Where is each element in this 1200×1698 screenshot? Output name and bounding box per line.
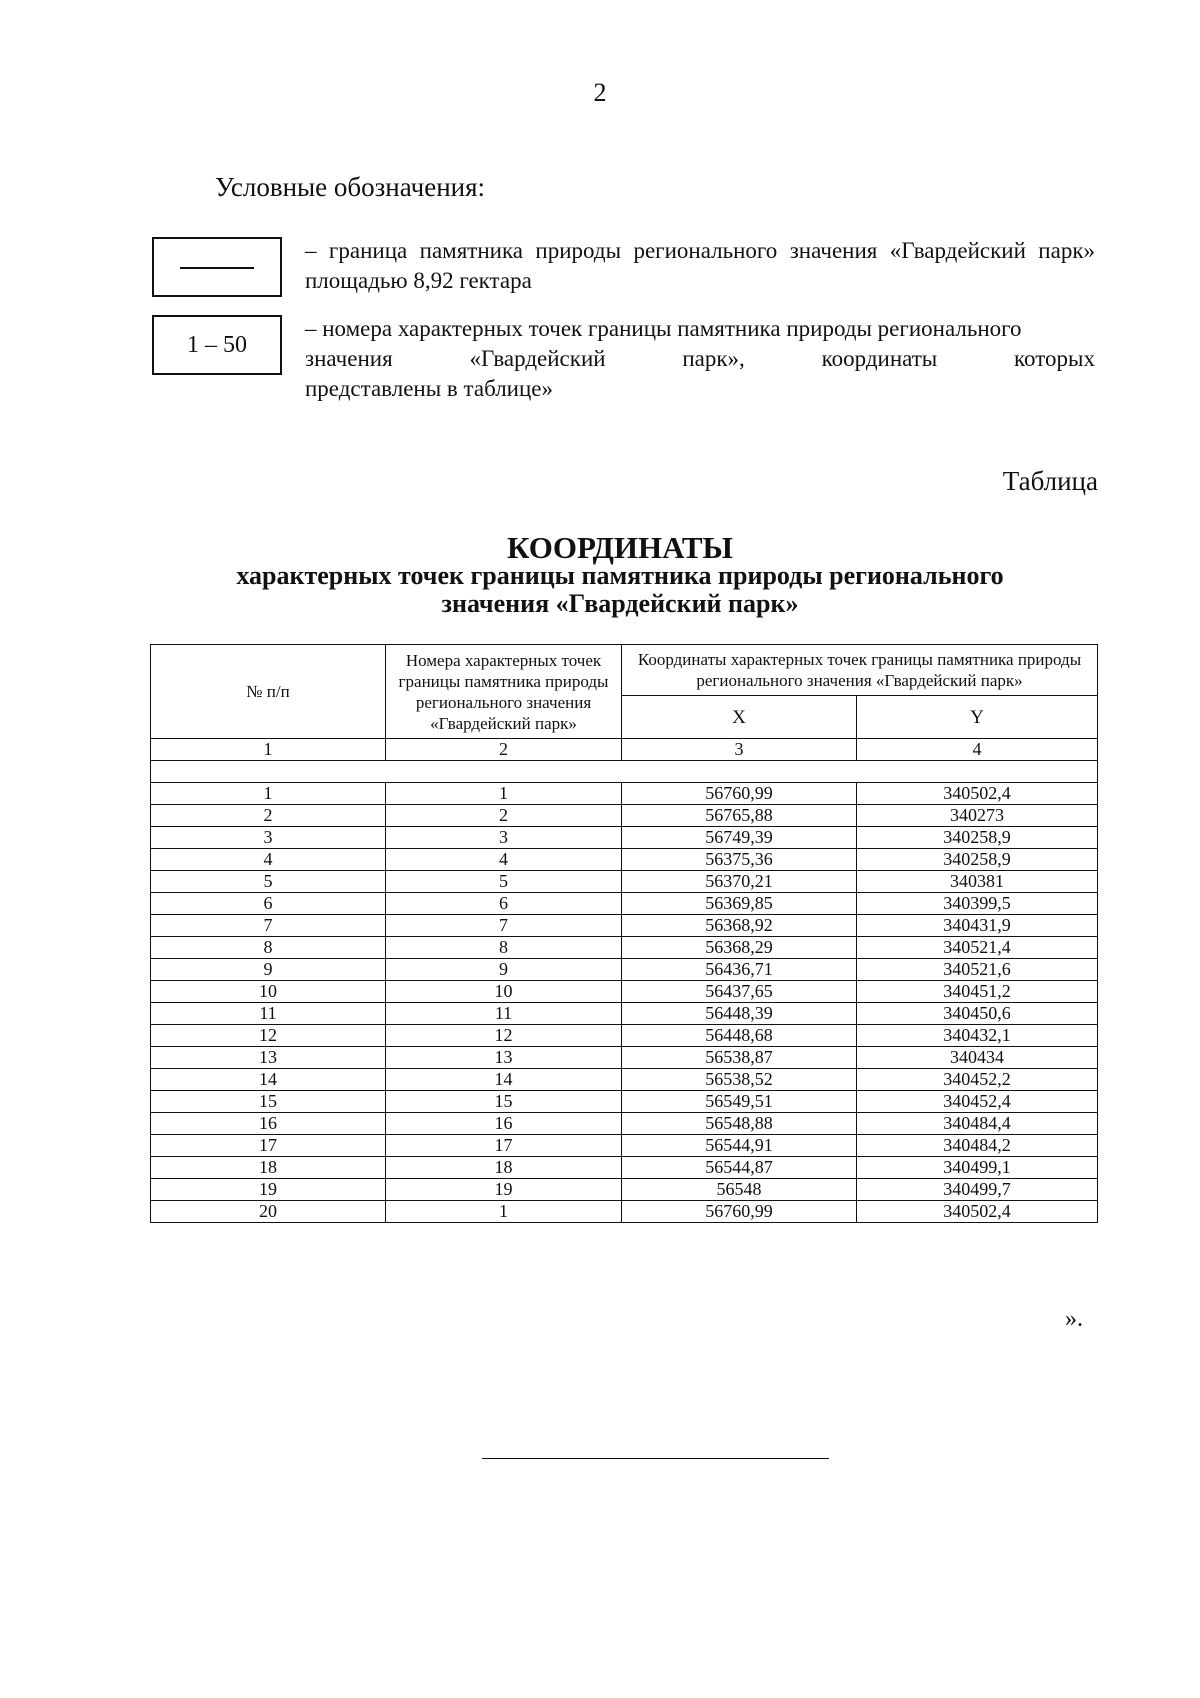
point-number-cell: 5 (386, 871, 622, 893)
row-number-cell: 17 (151, 1135, 386, 1157)
x-coordinate-cell: 56368,29 (622, 937, 857, 959)
y-coordinate-cell: 340521,4 (857, 937, 1098, 959)
y-coordinate-cell: 340499,7 (857, 1179, 1098, 1201)
point-number-cell: 14 (386, 1069, 622, 1091)
table-row (151, 1135, 1098, 1157)
y-coordinate-cell: 340499,1 (857, 1157, 1098, 1179)
column-number: 1 (151, 739, 386, 761)
row-number-cell: 14 (151, 1069, 386, 1091)
y-coordinate-cell: 340432,1 (857, 1025, 1098, 1047)
coordinates-table (150, 644, 1098, 1223)
row-number-cell: 13 (151, 1047, 386, 1069)
y-coordinate-cell: 340452,4 (857, 1091, 1098, 1113)
point-number-cell: 8 (386, 937, 622, 959)
legend-points-symbol: 1 – 50 (152, 315, 282, 375)
point-number-cell: 9 (386, 959, 622, 981)
page-number: 2 (593, 78, 607, 107)
y-header: Y (857, 696, 1098, 739)
y-coordinate-cell: 340273 (857, 805, 1098, 827)
y-coordinate-cell: 340399,5 (857, 893, 1098, 915)
legend-word: значения (305, 346, 393, 371)
document-subtitle (0, 562, 1200, 618)
x-coordinate-cell: 56544,91 (622, 1135, 857, 1157)
x-coordinate-cell: 56548,88 (622, 1113, 857, 1135)
x-coordinate-cell: 56369,85 (622, 893, 857, 915)
x-coordinate-cell: 56375,36 (622, 849, 857, 871)
x-coordinate-cell: 56760,99 (622, 783, 857, 805)
y-coordinate-cell: 340502,4 (857, 1201, 1098, 1223)
legend-word: «Гвардейский (469, 346, 606, 371)
row-number-cell: 2 (151, 805, 386, 827)
row-number-cell: 15 (151, 1091, 386, 1113)
table-row (151, 1113, 1098, 1135)
point-number-cell: 2 (386, 805, 622, 827)
y-coordinate-cell: 340258,9 (857, 849, 1098, 871)
point-number-cell: 18 (386, 1157, 622, 1179)
table-row (151, 915, 1098, 937)
table-row (151, 937, 1098, 959)
column-number: 2 (386, 739, 622, 761)
coordinates-table-body (151, 645, 1098, 1223)
col-point-header: Номера характерных точек границы памятника природы регионального значения «Гвардейский парк» (386, 645, 622, 739)
table-row (151, 1201, 1098, 1223)
table-header-row (151, 645, 1098, 696)
y-coordinate-cell: 340521,6 (857, 959, 1098, 981)
x-coordinate-cell: 56760,99 (622, 1201, 857, 1223)
row-number-cell: 9 (151, 959, 386, 981)
row-number-cell: 16 (151, 1113, 386, 1135)
y-coordinate-cell: 340484,2 (857, 1135, 1098, 1157)
point-number-cell: 16 (386, 1113, 622, 1135)
point-number-cell: 6 (386, 893, 622, 915)
coordinates-group-header: Координаты характерных точек границы памятника природы регионального значения «Гвардейский парк» (622, 645, 1098, 696)
y-coordinate-cell: 340452,2 (857, 1069, 1098, 1091)
column-number: 4 (857, 739, 1098, 761)
table-row (151, 1025, 1098, 1047)
col-number-header: № п/п (151, 645, 386, 739)
x-coordinate-cell: 56448,39 (622, 1003, 857, 1025)
y-coordinate-cell: 340502,4 (857, 783, 1098, 805)
table-row (151, 959, 1098, 981)
table-row (151, 893, 1098, 915)
row-number-cell: 11 (151, 1003, 386, 1025)
x-coordinate-cell: 56437,65 (622, 981, 857, 1003)
y-coordinate-cell: 340450,6 (857, 1003, 1098, 1025)
legend-word: парк», (682, 346, 745, 371)
x-coordinate-cell: 56538,87 (622, 1047, 857, 1069)
table-row (151, 805, 1098, 827)
y-coordinate-cell: 340431,9 (857, 915, 1098, 937)
row-number-cell: 20 (151, 1201, 386, 1223)
y-coordinate-cell: 340381 (857, 871, 1098, 893)
table-row (151, 981, 1098, 1003)
column-number: 3 (622, 739, 857, 761)
x-coordinate-cell: 56370,21 (622, 871, 857, 893)
closing-quote: ». (1065, 1306, 1083, 1332)
point-number-cell: 3 (386, 827, 622, 849)
table-row (151, 1157, 1098, 1179)
legend-word: координаты (821, 346, 938, 371)
y-coordinate-cell: 340434 (857, 1047, 1098, 1069)
row-number-cell: 10 (151, 981, 386, 1003)
row-number-cell: 3 (151, 827, 386, 849)
x-coordinate-cell: 56538,52 (622, 1069, 857, 1091)
row-number-cell: 7 (151, 915, 386, 937)
point-number-cell: 11 (386, 1003, 622, 1025)
legend-points-line1: – номера характерных точек границы памятника природы регионального (305, 316, 1022, 341)
document-title: КООРДИНАТЫ (507, 530, 733, 565)
legend-title: Условные обозначения: (215, 172, 486, 202)
x-coordinate-cell: 56368,92 (622, 915, 857, 937)
boundary-line-icon (180, 267, 254, 269)
table-row (151, 1091, 1098, 1113)
legend-word: которых (1014, 346, 1095, 371)
subtitle-line2: значения «Гвардейский парк» (441, 589, 799, 618)
point-number-cell: 1 (386, 1201, 622, 1223)
point-number-cell: 17 (386, 1135, 622, 1157)
y-coordinate-cell: 340258,9 (857, 827, 1098, 849)
x-coordinate-cell: 56549,51 (622, 1091, 857, 1113)
row-number-cell: 5 (151, 871, 386, 893)
row-number-cell: 1 (151, 783, 386, 805)
footer-divider (482, 1458, 829, 1459)
point-number-cell: 12 (386, 1025, 622, 1047)
table-spacer-row (151, 761, 1098, 783)
row-number-cell: 6 (151, 893, 386, 915)
row-number-cell: 8 (151, 937, 386, 959)
x-coordinate-cell: 56765,88 (622, 805, 857, 827)
x-coordinate-cell: 56548 (622, 1179, 857, 1201)
table-row (151, 849, 1098, 871)
column-number-row (151, 739, 1098, 761)
row-number-cell: 19 (151, 1179, 386, 1201)
table-row (151, 1069, 1098, 1091)
spacer-cell (151, 761, 1098, 783)
legend-boundary-symbol (152, 237, 282, 297)
x-coordinate-cell: 56544,87 (622, 1157, 857, 1179)
point-number-cell: 10 (386, 981, 622, 1003)
table-row (151, 1179, 1098, 1201)
table-row (151, 1003, 1098, 1025)
legend-points-line2 (305, 344, 1095, 374)
table-row (151, 871, 1098, 893)
x-header: X (622, 696, 857, 739)
table-label: Таблица (1002, 466, 1098, 496)
table-row (151, 827, 1098, 849)
point-number-cell: 13 (386, 1047, 622, 1069)
point-number-cell: 7 (386, 915, 622, 937)
legend-item-points-text (305, 314, 1095, 404)
row-number-cell: 12 (151, 1025, 386, 1047)
table-row (151, 783, 1098, 805)
x-coordinate-cell: 56436,71 (622, 959, 857, 981)
subtitle-line1: характерных точек границы памятника природы регионального (236, 561, 1004, 590)
table-row (151, 1047, 1098, 1069)
point-number-cell: 1 (386, 783, 622, 805)
row-number-cell: 18 (151, 1157, 386, 1179)
x-coordinate-cell: 56749,39 (622, 827, 857, 849)
legend-item-boundary-text: – граница памятника природы регионального значения «Гвардейский парк» площадью 8,92 гектара (305, 238, 1095, 293)
point-number-cell: 4 (386, 849, 622, 871)
x-coordinate-cell: 56448,68 (622, 1025, 857, 1047)
y-coordinate-cell: 340484,4 (857, 1113, 1098, 1135)
point-number-cell: 19 (386, 1179, 622, 1201)
row-number-cell: 4 (151, 849, 386, 871)
y-coordinate-cell: 340451,2 (857, 981, 1098, 1003)
point-number-cell: 15 (386, 1091, 622, 1113)
legend-points-line3: представлены в таблице» (305, 376, 554, 401)
